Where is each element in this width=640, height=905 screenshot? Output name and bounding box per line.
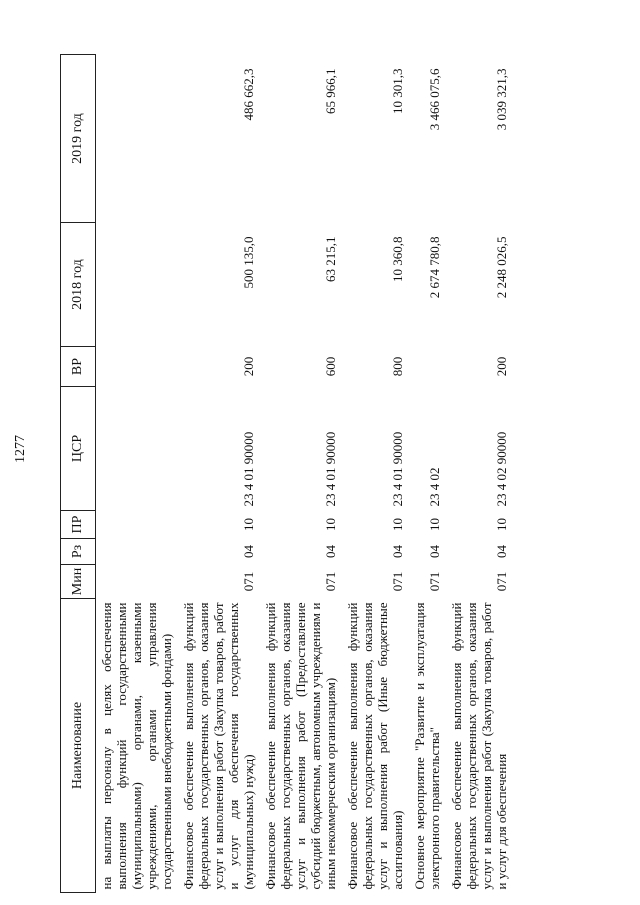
row-pr: 10 <box>494 518 509 531</box>
row-vr <box>96 347 179 387</box>
row-min: 071 <box>390 571 405 592</box>
row-rz: 04 <box>323 545 338 558</box>
row-vr <box>409 347 446 387</box>
row-2018: 2 674 780,8 <box>427 236 442 299</box>
row-2019: 3 466 075,6 <box>427 68 442 131</box>
row-rz: 04 <box>390 545 405 558</box>
row-2018: 500 135,0 <box>241 236 256 289</box>
row-2019: 486 662,3 <box>241 68 256 121</box>
header-pr: ПР <box>61 511 96 539</box>
row-rz <box>96 539 179 565</box>
header-rz: Рз <box>61 539 96 565</box>
page-number: 1277 <box>13 435 28 463</box>
table-row <box>446 55 513 893</box>
row-min: 071 <box>427 571 442 592</box>
header-min: Мин <box>61 565 96 599</box>
table-row <box>96 55 179 893</box>
row-vr: 800 <box>390 356 405 377</box>
table-row <box>342 55 409 893</box>
row-csr: 23 4 02 90000 <box>494 431 509 507</box>
row-pr: 10 <box>390 518 405 531</box>
budget-table <box>60 54 513 893</box>
row-pr: 10 <box>323 518 338 531</box>
table-header-row <box>61 55 96 893</box>
header-2019: 2019 год <box>61 55 96 223</box>
row-min <box>96 565 179 599</box>
row-csr: 23 4 01 90000 <box>323 431 338 507</box>
row-2018: 63 215,1 <box>323 236 338 282</box>
row-vr: 200 <box>494 356 509 377</box>
row-name: Основное мероприятие "Развитие и эксплуатация электронного правительства" <box>412 602 442 890</box>
row-name: на выплаты персоналу в целях обеспечения выполнения функций государственными (муниципальными) органами, казенными учреждениями, органами управления государственными внебюджетными фондами) <box>99 602 174 890</box>
row-pr: 10 <box>427 518 442 531</box>
row-rz: 04 <box>494 545 509 558</box>
row-name: Финансовое обеспечение выполнения функций федеральных государственных органов, оказания услуг и выполнения работ (Закупка товаров, работ и услуг для обеспечения <box>449 602 509 890</box>
header-name: Наименование <box>61 599 96 893</box>
row-pr <box>96 511 179 539</box>
row-csr <box>96 387 179 511</box>
row-vr: 200 <box>241 356 256 377</box>
table-row <box>260 55 342 893</box>
header-vr: ВР <box>61 347 96 387</box>
row-2019 <box>96 55 179 223</box>
row-csr: 23 4 01 90000 <box>390 431 405 507</box>
row-pr: 10 <box>241 518 256 531</box>
row-name: Финансовое обеспечение выполнения функций федеральных государственных органов, оказания услуг и выполнения работ (Иные бюджетные ассигнования) <box>345 602 405 890</box>
row-2018 <box>96 223 179 347</box>
row-min: 071 <box>323 571 338 592</box>
header-csr: ЦСР <box>61 387 96 511</box>
row-2019: 10 301,3 <box>390 68 405 114</box>
row-csr: 23 4 01 90000 <box>241 431 256 507</box>
row-2019: 65 966,1 <box>323 68 338 114</box>
row-csr: 23 4 02 <box>427 467 442 507</box>
row-name: Финансовое обеспечение выполнения функций федеральных государственных органов, оказания услуг и выполнения работ (Предоставление субсидий бюджетным, автономным учреждениям и иным некоммерческим организациям) <box>263 602 338 890</box>
row-vr: 600 <box>323 356 338 377</box>
row-min: 071 <box>494 571 509 592</box>
table-row <box>178 55 260 893</box>
row-rz: 04 <box>427 545 442 558</box>
header-2018: 2018 год <box>61 223 96 347</box>
row-min: 071 <box>241 571 256 592</box>
row-2018: 2 248 026,5 <box>494 236 509 299</box>
row-rz: 04 <box>241 545 256 558</box>
row-name: Финансовое обеспечение выполнения функций федеральных государственных органов, оказания услуг и выполнения работ (Закупка товаров, работ и услуг для обеспечения государственных (муниципальных) нужд) <box>181 602 256 890</box>
row-2019: 3 039 321,3 <box>494 68 509 131</box>
table-row <box>409 55 446 893</box>
row-2018: 10 360,8 <box>390 236 405 282</box>
